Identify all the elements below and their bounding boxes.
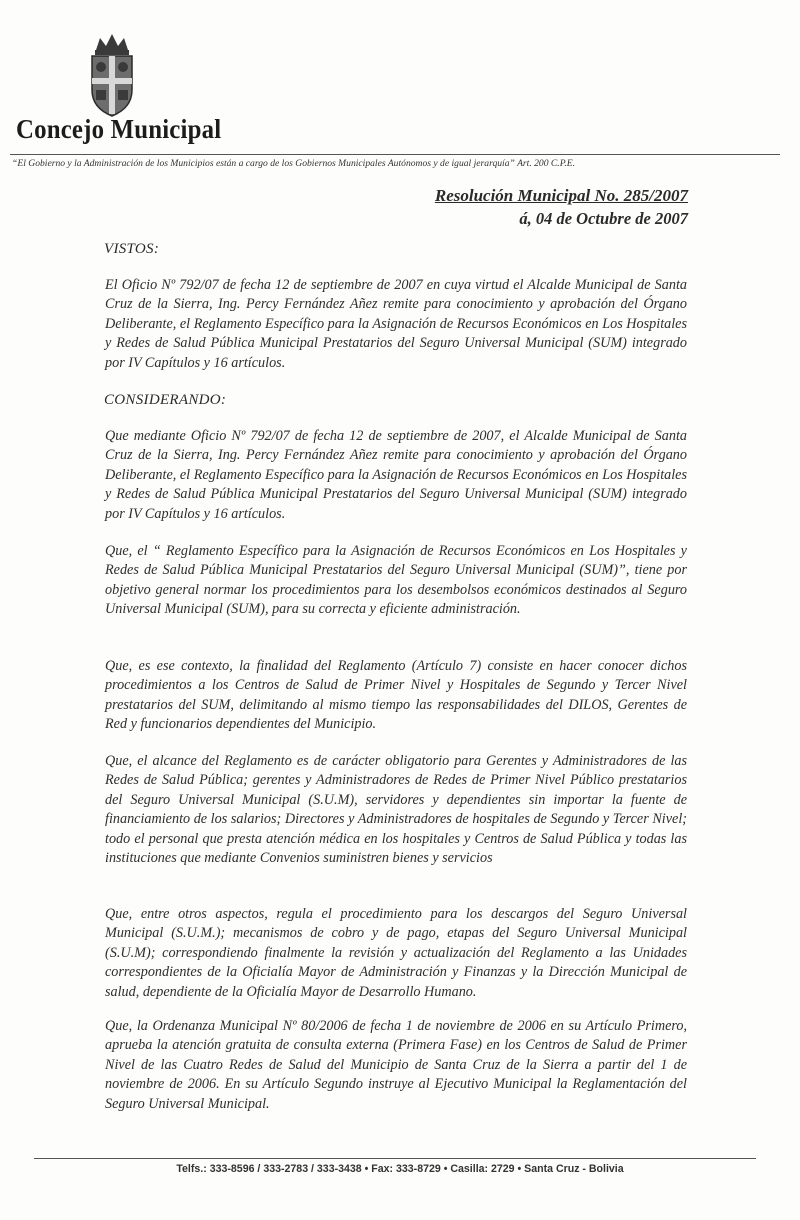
organization-name: Concejo Municipal (16, 114, 222, 144)
motto: “El Gobierno y la Administración de los Municipios están a cargo de los Gobiernos Municipales Autónomos y de igual jerarquía” Art. 200 C.P.E. (12, 158, 575, 169)
considerando-heading: CONSIDERANDO: (104, 392, 227, 408)
coat-of-arms-icon (82, 30, 142, 120)
considerando-paragraph-1: Que mediante Oficio Nº 792/07 de fecha 12 de septiembre de 2007, el Alcalde Municipal de Santa Cruz de la Sierra, Ing. Percy Fernández Añez remite para conocimiento y aprobación del Órgano Deliberante, el Reglamento Específico para la Asignación de Recursos Económicos en Los Hospitales y Redes de Salud Pública Municipal Prestatarios del Seguro Universal Municipal (SUM) integrado por IV Capítulos y 16 artículos. (105, 428, 687, 522)
vistos-paragraph: El Oficio Nº 792/07 de fecha 12 de septiembre de 2007 en cuya virtud el Alcalde Municipal de Santa Cruz de la Sierra, Ing. Percy Fernández Añez remite para conocimiento y aprobación del Órgano Deliberante, el Reglamento Específico para la Asignación de Recursos Económicos en Los Hospitales y Redes de Salud Pública Municipal Prestatarios del Seguro Universal Municipal (SUM) integrado por IV Capítulos y 16 artículos. (105, 277, 687, 371)
resolution-number: Resolución Municipal No. 285/2007 (434, 186, 688, 205)
resolution-date: á, 04 de Octubre de 2007 (519, 209, 688, 228)
header-divider (10, 154, 780, 155)
footer-divider (34, 1158, 756, 1159)
footer-contact: Telfs.: 333-8596 / 333-2783 / 333-3438 • Fax: 333-8729 • Casilla: 2729 • Santa Cruz - Bolivia (176, 1163, 624, 1175)
considerando-paragraph-4: Que, el alcance del Reglamento es de carácter obligatorio para Gerentes y Administradores de las Redes de Salud Pública; gerentes y Administradores de Redes de Primer Nivel Público prestatarios del Seguro Universal Municipal (S.U.M), servidores y dependientes sin importar la fuente de financiamiento de los salarios; Directores y Administradores de hospitales de Segundo y Tercer Nivel; todo el personal que presta atención médica en los hospitales y Centros de Salud Pública y todas las instituciones que mediante Convenios suministren bienes y servicios (105, 753, 687, 867)
considerando-paragraph-3: Que, es ese contexto, la finalidad del Reglamento (Artículo 7) consiste en hacer conocer dichos procedimientos a los Centros de Salud de Primer Nivel y Hospitales de Segundo y Tercer Nivel prestatarios del SUM, delimitando al mismo tiempo las responsabilidades del DILOS, Gerentes de Red y funcionarios dependientes del Municipio. (105, 658, 687, 733)
resolution-block (435, 186, 688, 229)
vistos-heading: VISTOS: (104, 241, 160, 257)
considerando-paragraph-2: Que, el “ Reglamento Específico para la Asignación de Recursos Económicos en Los Hospitales y Redes de Salud Pública Municipal Prestatarios del Seguro Universal Municipal (SUM)”, tiene por objetivo general normar los procedimientos para los desembolsos económicos destinados al Seguro Universal Municipal (SUM), para su correcta y eficiente administración. (105, 543, 687, 618)
considerando-paragraph-5: Que, entre otros aspectos, regula el procedimiento para los descargos del Seguro Universal Municipal (S.U.M.); mecanismos de cobro y de pago, etapas del Seguro Universal Municipal (S.U.M); correspondiendo finalmente la revisión y actualización del Reglamento a las Unidades correspondientes de la Oficialía Mayor de Administración y Finanzas y la Dirección Municipal de salud, dependiente de la Oficialía Mayor de Desarrollo Humano. (105, 906, 687, 1000)
considerando-paragraph-6: Que, la Ordenanza Municipal Nº 80/2006 de fecha 1 de noviembre de 2006 en su Artículo Primero, aprueba la atención gratuita de consulta externa (Primera Fase) en los Centros de Salud de Primer Nivel de las Cuatro Redes de Salud del Municipio de Santa Cruz de la Sierra a partir del 1 de noviembre de 2006. En su Artículo Segundo instruye al Ejecutivo Municipal la Reglamentación del Seguro Universal Municipal. (105, 1018, 687, 1112)
